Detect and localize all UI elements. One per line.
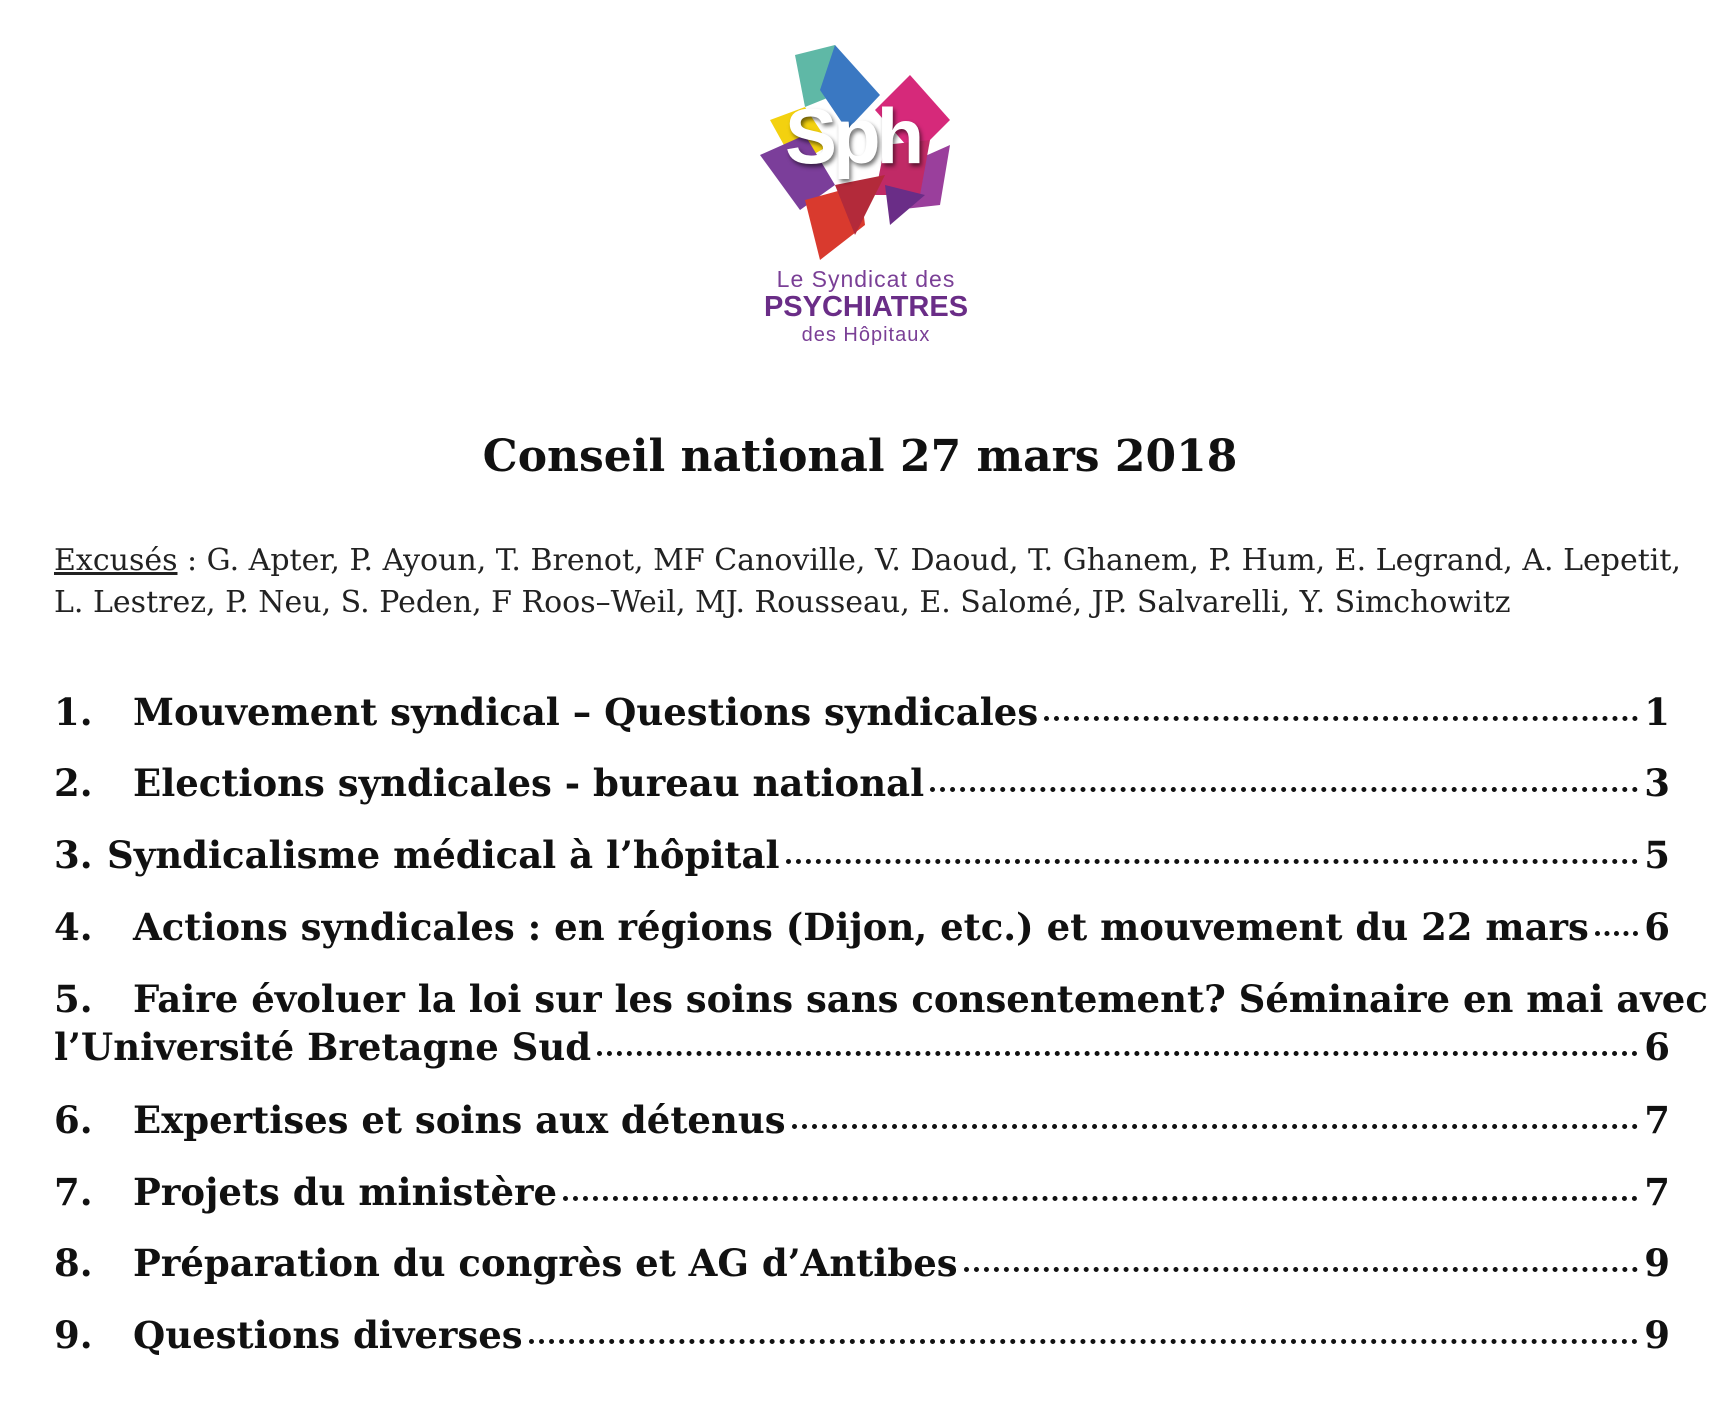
toc-dot-leader [563, 1196, 1638, 1201]
toc-entry-5[interactable] [54, 975, 1708, 1071]
toc-entry-number: 1. [54, 690, 93, 734]
toc-entry-2[interactable] [54, 759, 1670, 807]
toc-entry-8[interactable] [54, 1239, 1670, 1287]
toc-entry-text: Expertises et soins aux détenus [133, 1098, 786, 1142]
toc-entry-page: 9 [1644, 1313, 1670, 1357]
toc-entry-text: Syndicalisme médical à l’hôpital [107, 833, 780, 877]
excused-list [54, 540, 1684, 624]
toc-entry-text: Projets du ministère [133, 1170, 558, 1214]
toc-entry-text: Préparation du congrès et AG d’Antibes [133, 1241, 958, 1285]
toc-dot-leader [930, 787, 1638, 792]
toc-entry-number: 2. [54, 761, 93, 805]
toc-entry-number: 9. [54, 1313, 93, 1357]
toc-dot-leader [529, 1339, 1639, 1344]
toc-entry-number: 7. [54, 1170, 93, 1214]
toc-entry-number: 3. [54, 833, 93, 877]
sph-logo [735, 35, 1005, 355]
toc-entry-page: 6 [1644, 905, 1670, 949]
toc-entry-text: Actions syndicales : en régions (Dijon, etc.) et mouvement du 22 mars [133, 905, 1589, 949]
toc-dot-leader [786, 859, 1639, 864]
toc-entry-text: Questions diverses [133, 1313, 523, 1357]
toc-entry-6[interactable] [54, 1096, 1670, 1144]
toc-entry-number: 4. [54, 905, 93, 949]
toc-dot-leader [1595, 931, 1638, 936]
toc-entry-page: 7 [1644, 1170, 1670, 1214]
logo-text-line2: PSYCHIATRES [763, 291, 969, 323]
excused-line-1 [54, 540, 1684, 582]
excused-line-2: L. Lestrez, P. Neu, S. Peden, F Roos–Weil, MJ. Rousseau, E. Salomé, JP. Salvarelli, Y. Simchowitz [54, 585, 1511, 620]
toc-entry-text: Mouvement syndical – Questions syndicales [133, 690, 1039, 734]
toc-entry-text: Elections syndicales - bureau national [133, 761, 925, 805]
toc-dot-leader [964, 1267, 1639, 1272]
logo-wordmark: Sph [785, 92, 921, 180]
excused-names-1: : G. Apter, P. Ayoun, T. Brenot, MF Canoville, V. Daoud, T. Ghanem, P. Hum, E. Legrand, A. Lepetit, [177, 543, 1681, 578]
toc-entry-page: 1 [1644, 690, 1670, 734]
toc-entry-page: 5 [1644, 833, 1670, 877]
toc-entry-3[interactable] [54, 831, 1670, 879]
excused-label: Excusés [54, 543, 178, 578]
toc-entry-text-line1: Faire évoluer la loi sur les soins sans consentement? Séminaire en mai avec [133, 977, 1708, 1021]
toc-dot-leader [792, 1124, 1639, 1129]
toc-entry-number: 5. [54, 977, 93, 1021]
toc-entry-page: 7 [1644, 1098, 1670, 1142]
toc-entry-page: 3 [1644, 761, 1670, 805]
toc-entry-page: 6 [1644, 1025, 1670, 1069]
toc-entry-4[interactable] [54, 903, 1670, 951]
toc-dot-leader [1044, 716, 1638, 721]
toc-entry-1[interactable] [54, 688, 1670, 736]
logo-text-line1: Le Syndicat des [776, 266, 956, 292]
toc-entry-number: 8. [54, 1241, 93, 1285]
logo-text-line3: des Hôpitaux [801, 324, 931, 346]
toc-entry-number: 6. [54, 1098, 93, 1142]
document-title: Conseil national 27 mars 2018 [482, 431, 1238, 482]
toc-entry-page: 9 [1644, 1241, 1670, 1285]
toc-entry-7[interactable] [54, 1168, 1670, 1216]
toc-entry-text-line2: l’Université Bretagne Sud [54, 1025, 592, 1069]
toc-entry-9[interactable] [54, 1311, 1670, 1359]
toc-dot-leader [597, 1051, 1638, 1056]
